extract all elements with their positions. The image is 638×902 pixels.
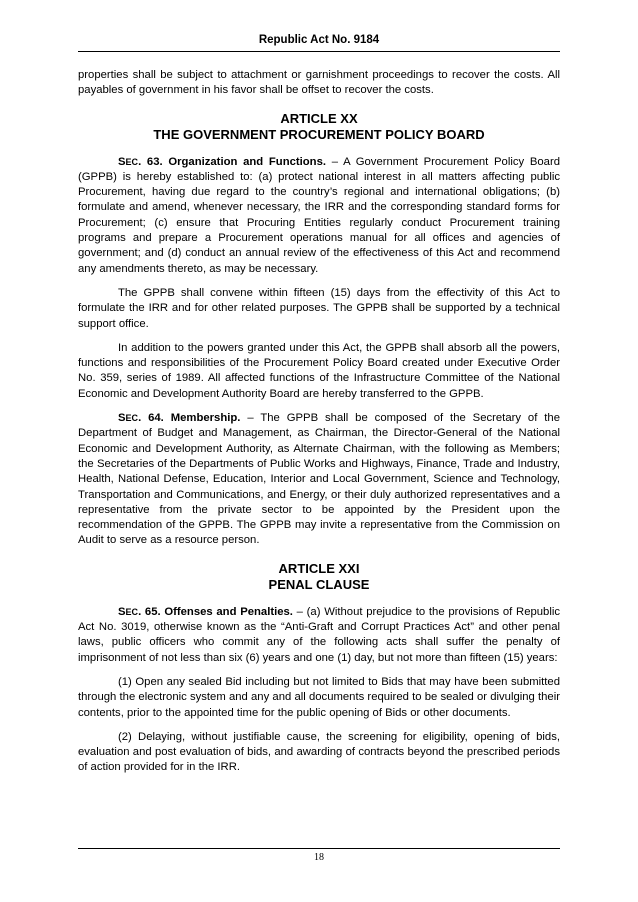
header-divider [78,51,560,52]
section-body: – (a) Without prejudice to the provisions of Republic Act No. 3019, otherwise known as the “Anti-Graft and Corrupt Practices Act” and other penal laws, public officers who commit any of the following acts shall suffer the penalty of imprisonment of not less than six (6) years and one (1) day, but not more than fifteen (15) years: [78,605,560,664]
gppb-absorb-paragraph: In addition to the powers granted under this Act, the GPPB shall absorb all the powers, functions and responsibilities of the Procurement Policy Board created under Executive Order No. 359, series of 1989. All affected functions of the Infrastructure Committee of the National Economic and Development Authority Board are hereby transferred to the GPPB. [78,341,560,400]
section-65-paragraph [78,605,560,666]
sec-small-caps: EC [125,606,139,617]
sec-small-caps: EC [125,156,139,167]
sec-small-caps: EC [125,413,139,424]
page-body [78,68,560,785]
section-heading: . 63. Organization and Functions. [138,155,327,168]
section-63-paragraph [78,155,560,277]
sec-initial: S [118,412,126,425]
gppb-convene-paragraph: The GPPB shall convene within fifteen (15) days from the effectivity of this Act to formulate the IRR and for other related purposes. The GPPB shall be supported by a technical support office. [78,286,560,330]
section-64-paragraph [78,411,560,549]
intro-paragraph: properties shall be subject to attachment or garnishment proceedings to recover the costs. All payables of government in his favor shall be offset to recover the costs. [78,69,560,97]
page-number: 18 [314,852,324,863]
sec-initial: S [118,605,126,618]
penalty-item-2: (2) Delaying, without justifiable cause, the screening for eligibility, opening of bids, evaluation and post evaluation of bids, and awarding of contracts beyond the prescribed periods of action provided for in the IRR. [78,730,560,774]
section-body: – The GPPB shall be composed of the Secretary of the Department of Budget and Management, as Chairman, the Director-General of the National Economic and Development Authority, as Alternate Chairman, with the following as Members; the Secretaries of the Departments of Public Works and Highways, Finance, Trade and Industry, Health, National Defense, Education, Interior and Local Government, Science and Technology, Transportation and Communications, and Energy, or their duly authorized representatives and a representative from the private sector to be appointed by the President upon the recommendation of the GPPB. The GPPB may invite a representative from the Commission on Audit to serve as a resource person. [78,412,560,547]
section-body: – A Government Procurement Policy Board (GPPB) is hereby established to: (a) protect national interest in all matters affecting public Procurement, having due regard to the country’s regional and international obligations; (b) formulate and amend, whenever necessary, the IRR and the corresponding standard forms for Procurement; (c) ensure that Procuring Entities regularly conduct Procurement training programs and prepare a Procurement operations manual for all offices and agencies of government; and (d) conduct an annual review of the effectiveness of this Act and recommend any amendments thereto, as may be necessary. [78,155,560,275]
penalty-item-1: (1) Open any sealed Bid including but not limited to Bids that may have been submitted through the electronic system and any and all documents required to be sealed or divulging their contents, prior to the appointed time for the public opening of Bids or other documents. [78,675,560,719]
article-21-heading [78,561,560,593]
article-title: THE GOVERNMENT PROCUREMENT POLICY BOARD [153,126,485,142]
running-header: Republic Act No. 9184 [258,34,380,46]
article-title: PENAL CLAUSE [268,576,370,592]
section-heading: . 65. Offenses and Penalties. [138,605,293,618]
article-number: ARTICLE XXI [278,560,360,576]
sec-initial: S [118,155,126,168]
section-label [118,606,293,618]
article-20-heading [78,111,560,143]
section-label [118,412,240,424]
section-heading: . 64. Membership. [138,412,241,425]
article-number: ARTICLE XX [280,110,358,126]
footer-divider [78,848,560,849]
section-label [118,156,326,168]
